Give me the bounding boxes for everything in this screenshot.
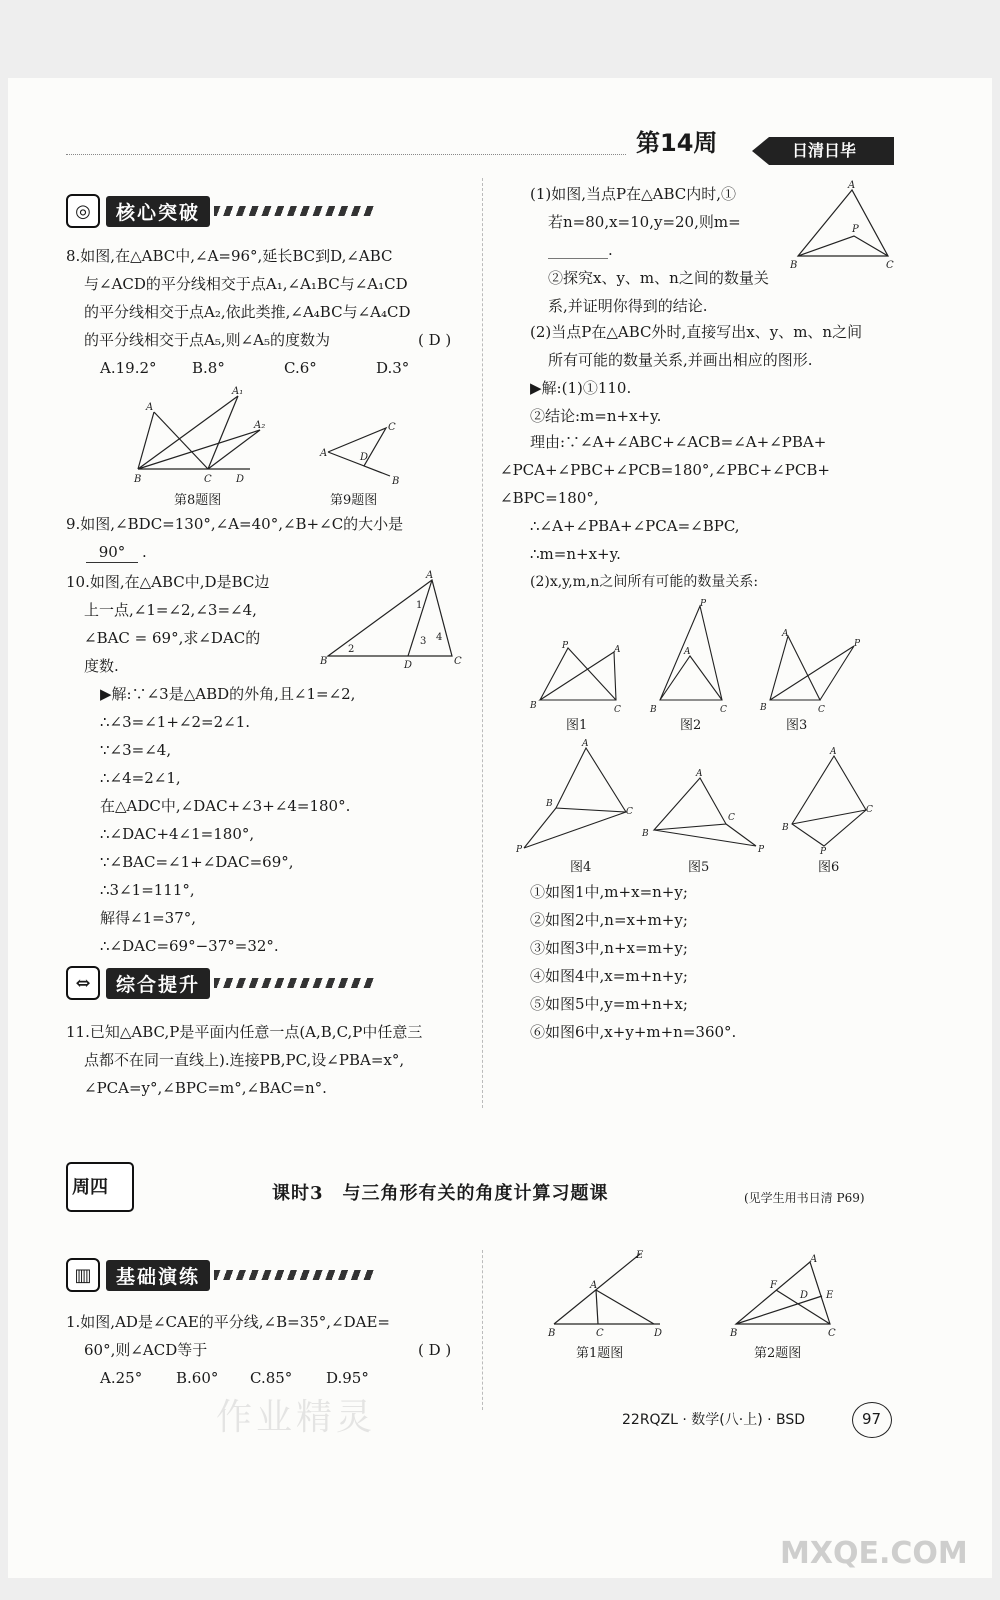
svg-text:D: D [800,1290,809,1301]
q10-sol-5: ∴∠DAC+4∠1=180°, [100,825,255,843]
figure-case-6 [780,746,880,854]
q10-line-2: 上一点,∠1=∠2,∠3=∠4, [84,601,257,619]
week-label: 第14周 [636,129,718,157]
figure-case-3 [758,626,868,716]
footer-code: 22RQZL · 数学(八·上) · BSD [622,1412,806,1428]
svg-text:A: A [684,647,691,657]
day-badge-text: 周四 [72,1177,108,1198]
svg-text:A: A [810,1254,818,1265]
q10-line-3: ∠BAC = 69°,求∠DAC的 [84,629,261,647]
figure-q8 [126,384,266,488]
section-basic [66,1258,374,1292]
section-bar [214,1270,374,1280]
section-core [66,194,374,228]
svg-text:P: P [562,641,569,651]
fig1-caption: 第1题图 [576,1346,624,1361]
svg-text:C: C [818,705,825,715]
svg-text:A: A [830,747,837,757]
svg-text:B: B [730,1328,738,1339]
bar-chart-icon: ▥ [66,1258,100,1292]
q10-sol-2: ∵∠3=∠4, [100,741,172,759]
svg-text:E: E [826,1290,834,1301]
r-sol-1: ②结论:m=n+x+y. [530,407,662,425]
svg-text:P: P [758,845,765,855]
q1-option-d: D.95° [326,1369,369,1387]
r-sol-2: 理由:∵∠A+∠ABC+∠ACB=∠A+∠PBA+ [530,433,827,451]
svg-text:P: P [820,847,827,854]
svg-text:2: 2 [348,644,355,655]
figure-q1 [544,1248,674,1340]
result-4: ④如图4中,x=m+n+y; [530,967,688,985]
svg-text:A: A [782,629,789,639]
figure-case-2 [648,596,728,716]
r-part1-0: (1)如图,当点P在△ABC内时,① [530,185,737,203]
svg-text:3: 3 [420,636,427,647]
svg-text:B: B [790,260,798,271]
section-synth [66,966,374,1000]
q10-sol-9: ∴∠DAC=69°−37°=32°. [100,937,279,955]
svg-text:C: C [828,1328,836,1339]
q1-line-2: 60°,则∠ACD等于 [84,1341,208,1359]
q10-line-4: 度数. [84,657,119,675]
q10-sol-8: 解得∠1=37°, [100,909,197,927]
svg-text:D: D [654,1328,663,1339]
svg-text:B: B [392,476,400,487]
q8-option-d: D.3° [376,359,410,377]
column-divider [482,178,483,1108]
watermark-text: 作业精灵 [216,1397,377,1438]
result-3: ③如图3中,n+x=m+y; [530,939,688,957]
q8-answer: ( D ) [418,331,452,349]
q10-sol-4: 在△ADC中,∠DAC+∠3+∠4=180°. [100,797,351,815]
section-bar [214,206,374,216]
q9-tail: . [142,543,147,561]
fig-label-2: 图2 [680,718,702,733]
figure-q9 [316,414,406,490]
svg-text:A: A [146,402,154,413]
fig-label-5: 图5 [688,860,710,875]
q8-line-4: 的平分线相交于点A₅,则∠A₅的度数为 [84,331,331,349]
target-icon: ◎ [66,194,100,228]
fig-label-3: 图3 [786,718,808,733]
lesson-ref: (见学生用书日清 P69) [744,1191,865,1205]
svg-text:B: B [320,656,328,667]
section-core-label: 核心突破 [106,196,210,227]
section-synth-label: 综合提升 [106,968,210,999]
q10-line-1: 10.如图,在△ABC中,D是BC边 [66,573,270,591]
q1-line-1: 1.如图,AD是∠CAE的平分线,∠B=35°,∠DAE= [66,1313,390,1331]
svg-text:P: P [516,845,523,855]
r-part2-1: 所有可能的数量关系,并画出相应的图形. [548,351,813,369]
q8-line-3: 的平分线相交于点A₂,依此类推,∠A₄BC与∠A₄CD [84,303,411,321]
figure-case-1 [528,638,628,716]
fig-label-4: 图4 [570,860,592,875]
q10-sol-1: ∴∠3=∠1+∠2=2∠1. [100,713,251,731]
r-sol-7: (2)x,y,m,n之间所有可能的数量关系: [530,574,759,590]
svg-text:4: 4 [436,632,443,643]
svg-text:A₁: A₁ [232,386,244,397]
watermark-site: MXQE.COM [780,1536,968,1571]
lesson-title: 课时3 与三角形有关的角度计算习题课 [272,1183,609,1204]
q11-line-2: 点都不在同一直线上).连接PB,PC,设∠PBA=x°, [84,1051,405,1069]
q10-sol-6: ∵∠BAC=∠1+∠DAC=69°, [100,853,294,871]
r-sol-3: ∠PCA+∠PBC+∠PCB=180°,∠PBC+∠PCB+ [500,461,830,479]
svg-text:A: A [582,739,589,749]
svg-text:C: C [626,807,633,817]
figure-case-4 [516,738,636,856]
svg-text:D: D [360,452,369,463]
svg-text:F: F [770,1280,777,1291]
r-part1-3: ②探究x、y、m、n之间的数量关 [548,269,769,287]
svg-text:C: C [866,805,873,815]
q10-sol-0: ▶解:∵∠3是△ABD的外角,且∠1=∠2, [100,685,356,703]
svg-text:P: P [700,599,707,609]
r-sol-5: ∴∠A+∠PBA+∠PCA=∠BPC, [530,517,740,535]
svg-text:B: B [530,701,537,711]
section-bar [214,978,374,988]
svg-text:P: P [854,639,861,649]
fig-label-1: 图1 [566,718,588,733]
figure-q2 [726,1252,846,1340]
svg-text:B: B [650,705,657,715]
svg-text:C: C [728,813,735,823]
q11-line-3: ∠PCA=y°,∠BPC=m°,∠BAC=n°. [84,1079,327,1097]
r-sol-0: ▶解:(1)①110. [530,379,632,397]
svg-text:C: C [886,260,894,271]
svg-text:D: D [404,660,413,670]
q8-line-2: 与∠ACD的平分线相交于点A₁,∠A₁BC与∠A₁CD [84,275,408,293]
r-sol-6: ∴m=n+x+y. [530,545,621,563]
section-basic-label: 基础演练 [106,1260,210,1291]
page-number: 97 [862,1410,882,1428]
q1-option-a: A.25° [100,1369,143,1387]
svg-text:B: B [642,829,649,839]
column-divider-bottom [482,1250,483,1410]
svg-text:A: A [614,645,621,655]
q1-option-c: C.85° [250,1369,293,1387]
svg-text:B: B [782,823,789,833]
svg-text:P: P [852,224,859,235]
r-sol-4: ∠BPC=180°, [500,489,599,507]
q1-answer: ( D ) [418,1341,452,1359]
svg-text:1: 1 [416,600,423,611]
svg-text:E: E [636,1250,644,1261]
svg-text:C: C [204,474,212,485]
svg-text:B: B [548,1328,556,1339]
q8-option-c: C.6° [284,359,317,377]
svg-text:C: C [596,1328,604,1339]
q8-line-1: 8.如图,在△ABC中,∠A=96°,延长BC到D,∠ABC [66,247,393,265]
q8-option-a: A.19.2° [100,359,157,377]
q10-sol-7: ∴3∠1=111°, [100,881,195,899]
svg-text:A: A [696,769,703,779]
header-rule [66,154,626,155]
svg-text:C: C [454,656,462,667]
fig9-caption: 第9题图 [330,493,378,508]
r-part1-4: 系,并证明你得到的结论. [548,297,708,315]
figure-q11-main [790,180,900,272]
figure-q10 [316,570,466,670]
q10-sol-3: ∴∠4=2∠1, [100,769,181,787]
result-6: ⑥如图6中,x+y+m+n=360°. [530,1023,737,1041]
result-5: ⑤如图5中,y=m+n+x; [530,995,688,1013]
svg-text:A: A [320,448,328,459]
fig-label-6: 图6 [818,860,840,875]
svg-text:C: C [720,705,727,715]
week-tag-text: 日清日毕 [792,141,857,160]
r-part1-1: 若n=80,x=10,y=20,则m= [548,213,741,231]
result-1: ①如图1中,m+x=n+y; [530,883,688,901]
svg-text:C: C [388,422,396,433]
svg-text:A₂: A₂ [254,420,266,431]
svg-text:C: C [614,705,621,715]
svg-text:B: B [546,799,553,809]
fig2-caption: 第2题图 [754,1346,802,1361]
svg-text:B: B [134,474,142,485]
r-part2-0: (2)当点P在△ABC外时,直接写出x、y、m、n之间 [530,323,863,341]
svg-text:A: A [590,1280,598,1291]
figure-case-5 [640,768,770,856]
arrows-icon: ⇔ [66,966,100,1000]
svg-text:A: A [848,180,856,191]
fig8-caption: 第8题图 [174,493,222,508]
svg-text:B: B [760,703,767,713]
q9-answer: 90° [86,542,138,563]
q11-line-1: 11.已知△ABC,P是平面内任意一点(A,B,C,P中任意三 [66,1023,423,1041]
q9-text: 9.如图,∠BDC=130°,∠A=40°,∠B+∠C的大小是 [66,515,404,533]
svg-text:A: A [426,570,434,581]
r-part1-2: ________. [548,241,613,259]
q8-option-b: B.8° [192,359,225,377]
q1-option-b: B.60° [176,1369,219,1387]
result-2: ②如图2中,n=x+m+y; [530,911,688,929]
svg-text:D: D [236,474,245,485]
